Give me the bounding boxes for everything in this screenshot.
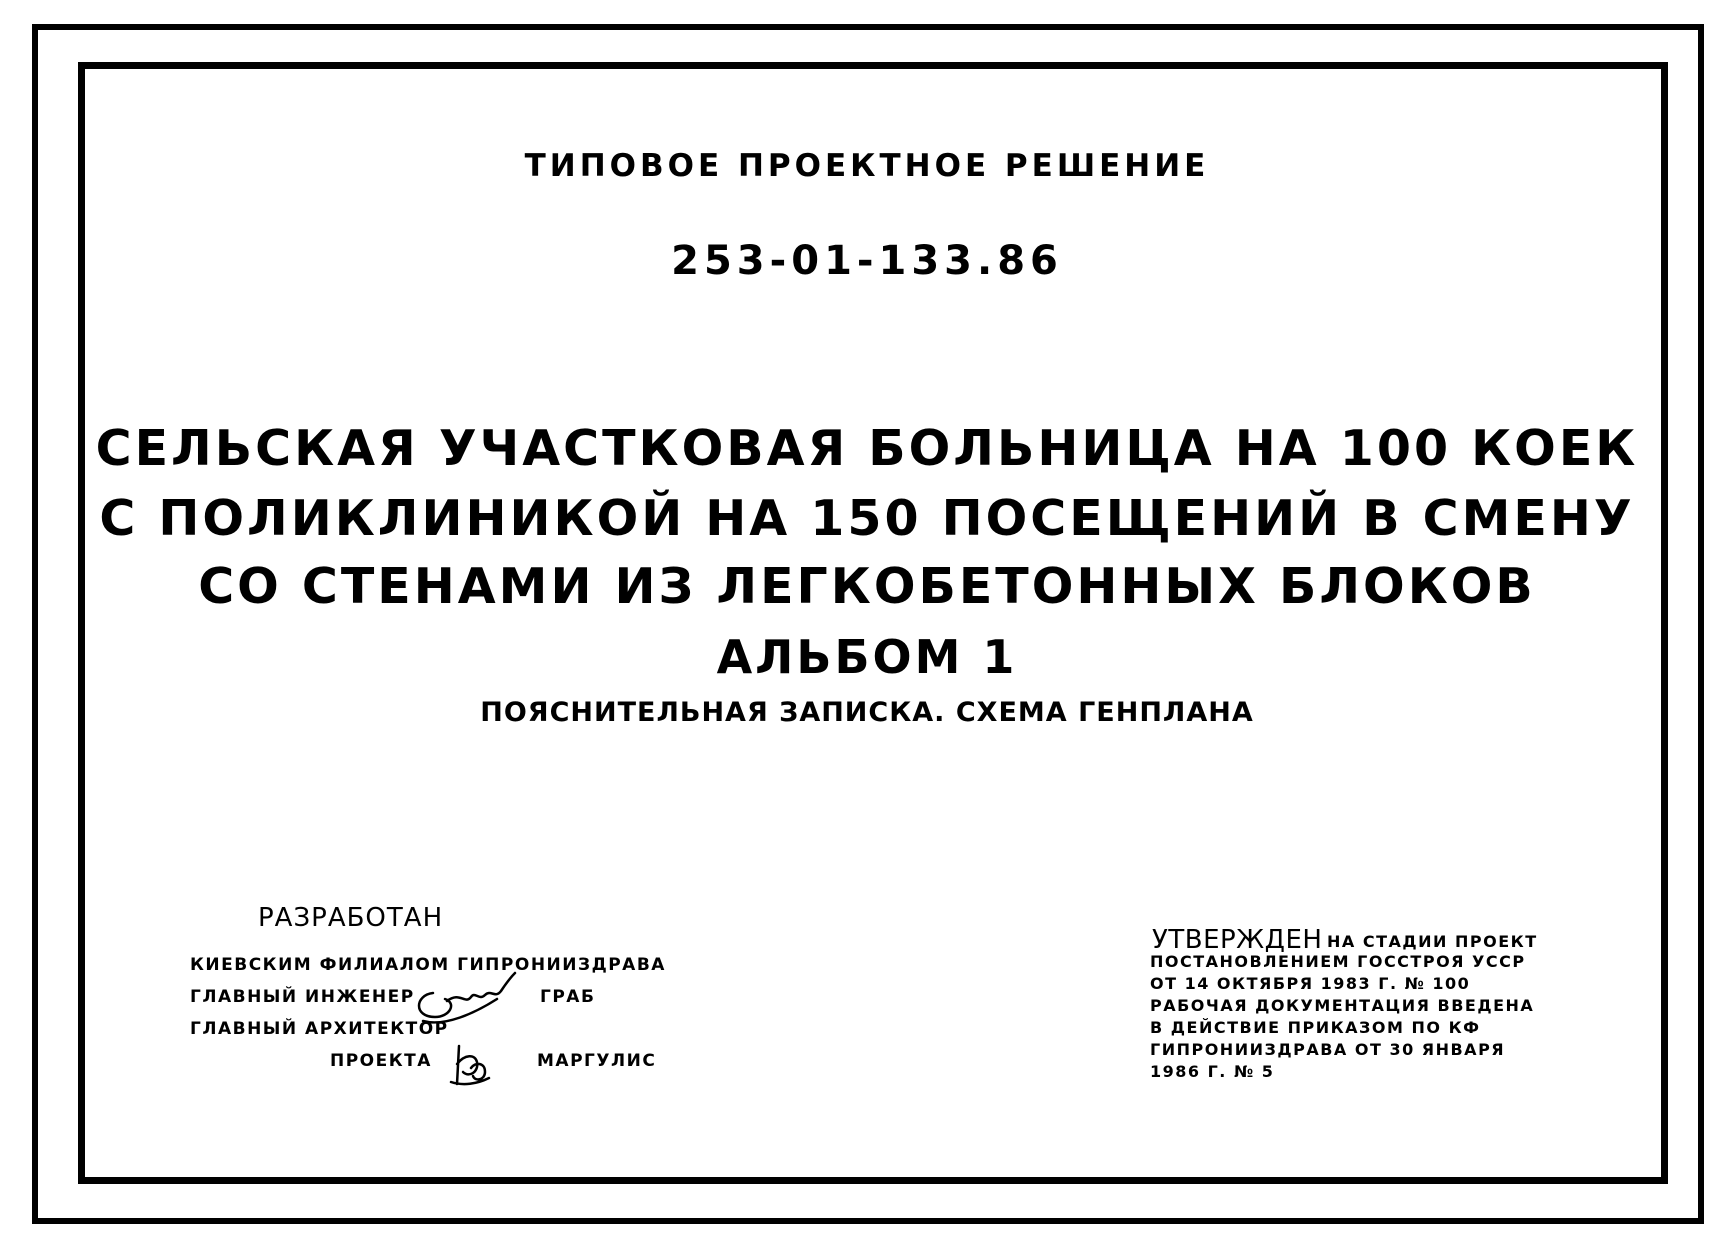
approval-line-4: В ДЕЙСТВИЕ ПРИКАЗОМ ПО КФ (1150, 1018, 1481, 1037)
approved-heading: УТВЕРЖДЕН (1152, 925, 1323, 955)
approval-line-6: 1986 Г. № 5 (1150, 1062, 1275, 1081)
developer-organization: КИЕВСКИМ ФИЛИАЛОМ ГИПРОНИИЗДРАВА (190, 955, 666, 975)
chief-engineer-name: ГРАБ (540, 987, 596, 1007)
title-line-3: СО СТЕНАМИ ИЗ ЛЕГКОБЕТОННЫХ БЛОКОВ (198, 558, 1536, 615)
document-header: ТИПОВОЕ ПРОЕКТНОЕ РЕШЕНИЕ (524, 148, 1210, 184)
chief-architect-signature (445, 1040, 495, 1090)
chief-architect-name: МАРГУЛИС (537, 1051, 657, 1071)
approval-line-2: ОТ 14 ОКТЯБРЯ 1983 Г. № 100 (1150, 974, 1471, 993)
approval-line-5: ГИПРОНИИЗДРАВА ОТ 30 ЯНВАРЯ (1150, 1040, 1506, 1059)
chief-architect-label: ГЛАВНЫЙ АРХИТЕКТОР (190, 1019, 449, 1039)
album-number: АЛЬБОМ 1 (716, 630, 1018, 684)
title-line-2: С ПОЛИКЛИНИКОЙ НА 150 ПОСЕЩЕНИЙ В СМЕНУ (99, 490, 1635, 547)
approval-line-1: ПОСТАНОВЛЕНИЕМ ГОССТРОЯ УССР (1150, 952, 1526, 971)
approved-stage: НА СТАДИИ ПРОЕКТ (1327, 932, 1538, 951)
title-line-1: СЕЛЬСКАЯ УЧАСТКОВАЯ БОЛЬНИЦА НА 100 КОЕК (95, 420, 1639, 477)
chief-engineer-label: ГЛАВНЫЙ ИНЖЕНЕР (190, 987, 415, 1007)
project-code: 253-01-133.86 (671, 238, 1063, 284)
inner-frame (78, 62, 1668, 1184)
approval-line-3: РАБОЧАЯ ДОКУМЕНТАЦИЯ ВВЕДЕНА (1150, 996, 1535, 1015)
developed-heading: РАЗРАБОТАН (258, 903, 444, 933)
chief-engineer-signature (405, 955, 525, 1030)
album-subtitle: ПОЯСНИТЕЛЬНАЯ ЗАПИСКА. СХЕМА ГЕНПЛАНА (480, 697, 1254, 728)
chief-architect-label-cont: ПРОЕКТА (330, 1051, 432, 1071)
